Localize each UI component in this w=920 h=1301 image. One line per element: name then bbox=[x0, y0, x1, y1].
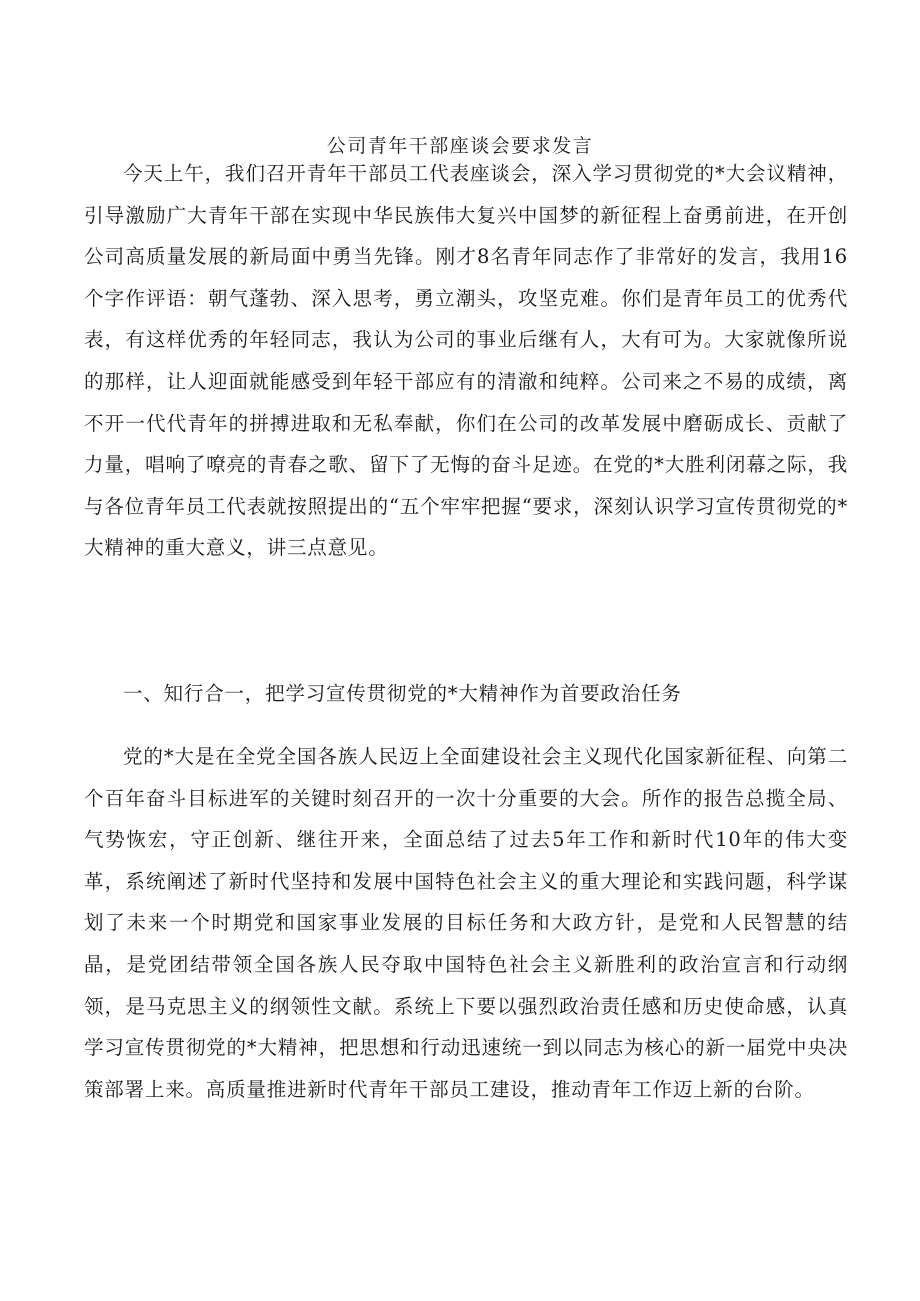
paragraph-opening: 今天上午，我们召开青年干部员工代表座谈会，深入学习贯彻党的*大会议精神，引导激励广大青年干部在实现中华民族伟大复兴中国梦的新征程上奋勇前进，在开创公司高质量发展的新局面中勇当先锋。刚才8名青年同志作了非常好的发言，我用16个字作评语：朝气蓬勃、深入思考，勇立潮头，攻坚克难。你们是青年员工的优秀代表，有这样优秀的年轻同志，我认为公司的事业后继有人，大有可为。大家就像所说的那样，让人迎面就能感受到年轻干部应有的清澈和纯粹。公司来之不易的成绩，离不开一代代青年的拼搏进取和无私奉献，你们在公司的改革发展中磨砺成长、贡献了力量，唱响了嘹亮的青春之歌、留下了无悔的奋斗足迹。在党的*大胜利闭幕之际，我与各位青年员工代表就按照提出的“五个牢牢把握“要求，深刻认识学习宣传贯彻党的*大精神的重大意义，讲三点意见。 bbox=[84, 162, 848, 560]
paragraph-section-1: 党的*大是在全党全国各族人民迈上全面建设社会主义现代化国家新征程、向第二个百年奋斗目标进军的关键时刻召开的一次十分重要的大会。所作的报告总揽全局、气势恢宏，守正创新、继往开来，全面总结了过去5年工作和新时代10年的伟大变革，系统阐述了新时代坚持和发展中国特色社会主义的重大理论和实践问题，科学谋划了未来一个时期党和国家事业发展的目标任务和大政方针，是党和人民智慧的结晶，是党团结带领全国各族人民夺取中国特色社会主义新胜利的政治宣言和行动纲领，是马克思主义的纲领性文献。系统上下要以强烈政治责任感和历史使命感，认真学习宣传贯彻党的*大精神，把思想和行动迅速统一到以同志为核心的新一届党中央决策部署上来。高质量推进新时代青年干部员工建设，推动青年工作迈上新的台阶。 bbox=[84, 745, 848, 1101]
section-heading-1: 一、知行合一，把学习宣传贯彻党的*大精神作为首要政治任务 bbox=[123, 682, 682, 705]
document-title: 公司青年干部座谈会要求发言 bbox=[326, 135, 594, 157]
